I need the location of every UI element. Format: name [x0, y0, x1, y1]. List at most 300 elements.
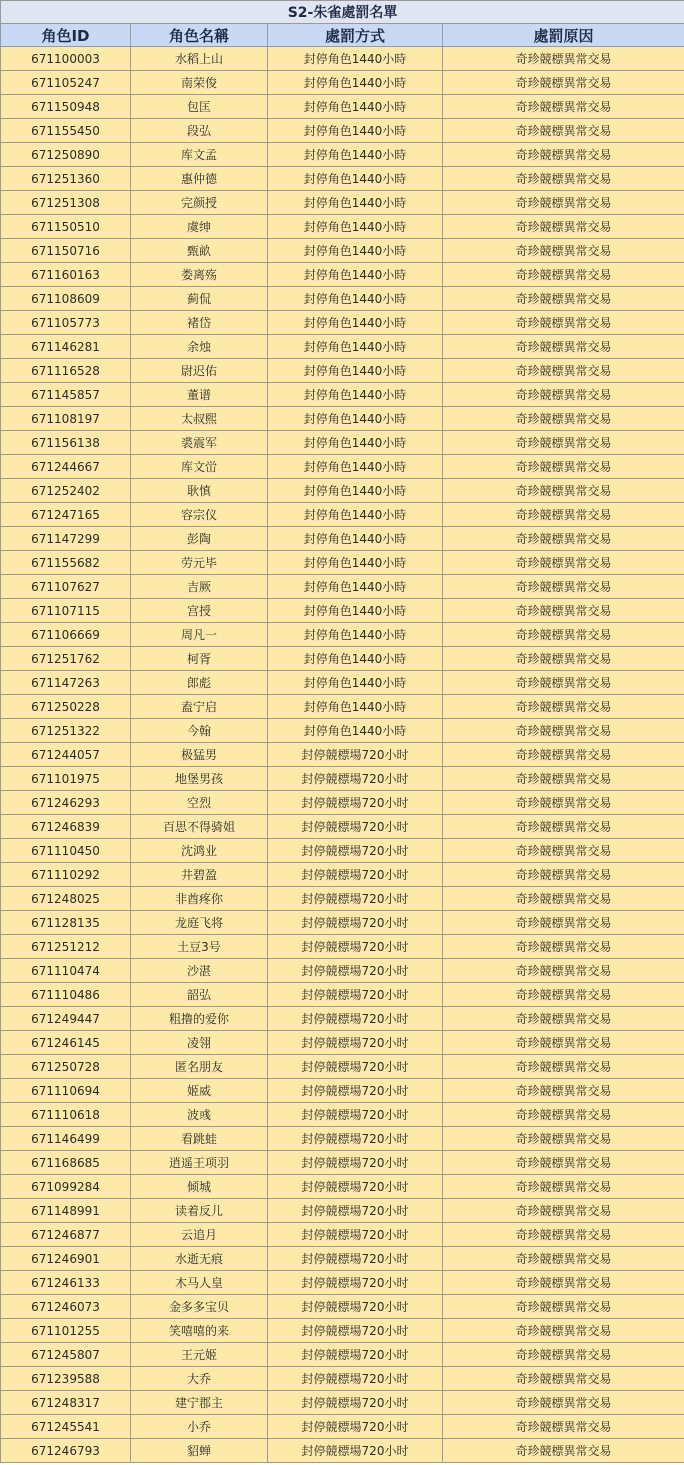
role-id-cell: 671128135 [1, 911, 131, 935]
table-row [1, 263, 684, 287]
role-id-cell: 671246073 [1, 1295, 131, 1319]
role-id-cell: 671251212 [1, 935, 131, 959]
role-name-cell: 完颜授 [131, 191, 268, 215]
penalty-method-cell: 封停競標場720小时 [268, 1127, 443, 1151]
penalty-reason-cell: 奇珍競標異常交易 [443, 815, 684, 839]
penalty-method-cell: 封停競標場720小时 [268, 1295, 443, 1319]
penalty-reason-cell: 奇珍競標異常交易 [443, 791, 684, 815]
table-row [1, 383, 684, 407]
penalty-method-cell: 封停競標場720小时 [268, 911, 443, 935]
role-name-cell: 大乔 [131, 1367, 268, 1391]
column-header-role-id: 角色ID [1, 24, 131, 47]
role-id-cell: 671150510 [1, 215, 131, 239]
role-id-cell: 671250890 [1, 143, 131, 167]
role-name-cell: 虞绅 [131, 215, 268, 239]
role-name-cell: 今翰 [131, 719, 268, 743]
role-id-cell: 671101975 [1, 767, 131, 791]
penalty-method-cell: 封停競標場720小时 [268, 815, 443, 839]
penalty-method-cell: 封停角色1440小時 [268, 527, 443, 551]
penalty-reason-cell: 奇珍競標異常交易 [443, 1343, 684, 1367]
table-row [1, 311, 684, 335]
role-id-cell: 671246901 [1, 1247, 131, 1271]
role-name-cell: 库文孟 [131, 143, 268, 167]
role-name-cell: 裘震军 [131, 431, 268, 455]
penalty-reason-cell: 奇珍競標異常交易 [443, 215, 684, 239]
role-id-cell: 671145857 [1, 383, 131, 407]
penalty-reason-cell: 奇珍競標異常交易 [443, 503, 684, 527]
role-name-cell: 盍宁启 [131, 695, 268, 719]
penalty-reason-cell: 奇珍競標異常交易 [443, 143, 684, 167]
table-row [1, 143, 684, 167]
penalty-method-cell: 封停角色1440小時 [268, 431, 443, 455]
penalty-reason-cell: 奇珍競標異常交易 [443, 1007, 684, 1031]
penalty-reason-cell: 奇珍競標異常交易 [443, 1199, 684, 1223]
role-name-cell: 董谱 [131, 383, 268, 407]
penalty-reason-cell: 奇珍競標異常交易 [443, 1055, 684, 1079]
column-header-role-name: 角色名稱 [131, 24, 268, 47]
penalty-reason-cell: 奇珍競標異常交易 [443, 959, 684, 983]
penalty-method-cell: 封停競標場720小时 [268, 743, 443, 767]
role-name-cell: 井碧盈 [131, 863, 268, 887]
penalty-method-cell: 封停競標場720小时 [268, 959, 443, 983]
role-name-cell: 地堡男孩 [131, 767, 268, 791]
table-row [1, 287, 684, 311]
table-row [1, 71, 684, 95]
role-name-cell: 娄离殇 [131, 263, 268, 287]
role-id-cell: 671247165 [1, 503, 131, 527]
penalty-method-cell: 封停角色1440小時 [268, 599, 443, 623]
table-row [1, 1247, 684, 1271]
role-id-cell: 671110694 [1, 1079, 131, 1103]
penalty-reason-cell: 奇珍競標異常交易 [443, 1415, 684, 1439]
table-row [1, 671, 684, 695]
penalty-method-cell: 封停角色1440小時 [268, 647, 443, 671]
role-id-cell: 671108197 [1, 407, 131, 431]
table-row [1, 215, 684, 239]
table-row [1, 1175, 684, 1199]
penalty-method-cell: 封停角色1440小時 [268, 623, 443, 647]
role-name-cell: 读着反儿 [131, 1199, 268, 1223]
penalty-method-cell: 封停角色1440小時 [268, 335, 443, 359]
penalty-method-cell: 封停競標場720小时 [268, 1439, 443, 1463]
penalty-reason-cell: 奇珍競標異常交易 [443, 1223, 684, 1247]
table-row [1, 1271, 684, 1295]
penalty-method-cell: 封停角色1440小時 [268, 71, 443, 95]
table-row [1, 887, 684, 911]
role-name-cell: 库文峃 [131, 455, 268, 479]
penalty-method-cell: 封停競標場720小时 [268, 1223, 443, 1247]
role-name-cell: 看跳蛙 [131, 1127, 268, 1151]
table-row [1, 1415, 684, 1439]
role-name-cell: 沈鸿业 [131, 839, 268, 863]
penalty-method-cell: 封停競標場720小时 [268, 1055, 443, 1079]
role-name-cell: 极猛男 [131, 743, 268, 767]
penalty-reason-cell: 奇珍競標異常交易 [443, 455, 684, 479]
penalty-reason-cell: 奇珍競標異常交易 [443, 527, 684, 551]
role-id-cell: 671251762 [1, 647, 131, 671]
table-row [1, 503, 684, 527]
role-id-cell: 671148991 [1, 1199, 131, 1223]
table-row [1, 575, 684, 599]
role-id-cell: 671244667 [1, 455, 131, 479]
table-row [1, 599, 684, 623]
table-row [1, 1103, 684, 1127]
role-name-cell: 惠仲德 [131, 167, 268, 191]
role-id-cell: 671251360 [1, 167, 131, 191]
role-id-cell: 671155450 [1, 119, 131, 143]
role-name-cell: 吉厥 [131, 575, 268, 599]
table-row [1, 1031, 684, 1055]
penalty-reason-cell: 奇珍競標異常交易 [443, 743, 684, 767]
table-row [1, 527, 684, 551]
table-row [1, 1223, 684, 1247]
penalty-reason-cell: 奇珍競標異常交易 [443, 47, 684, 71]
role-id-cell: 671146499 [1, 1127, 131, 1151]
penalty-method-cell: 封停競標場720小时 [268, 1199, 443, 1223]
penalty-method-cell: 封停競標場720小时 [268, 1103, 443, 1127]
role-id-cell: 671246839 [1, 815, 131, 839]
role-id-cell: 671101255 [1, 1319, 131, 1343]
penalty-reason-cell: 奇珍競標異常交易 [443, 383, 684, 407]
role-name-cell: 柯胥 [131, 647, 268, 671]
table-row [1, 647, 684, 671]
role-id-cell: 671110474 [1, 959, 131, 983]
role-name-cell: 太叔熙 [131, 407, 268, 431]
penalty-reason-cell: 奇珍競標異常交易 [443, 839, 684, 863]
penalty-method-cell: 封停角色1440小時 [268, 359, 443, 383]
column-header-penalty-method: 處罰方式 [268, 24, 443, 47]
penalty-method-cell: 封停競標場720小时 [268, 863, 443, 887]
penalty-reason-cell: 奇珍競標異常交易 [443, 1391, 684, 1415]
role-id-cell: 671107627 [1, 575, 131, 599]
penalty-reason-cell: 奇珍競標異常交易 [443, 95, 684, 119]
role-name-cell: 郎彪 [131, 671, 268, 695]
role-id-cell: 671246293 [1, 791, 131, 815]
penalty-reason-cell: 奇珍競標異常交易 [443, 911, 684, 935]
role-name-cell: 甄畝 [131, 239, 268, 263]
penalty-reason-cell: 奇珍競標異常交易 [443, 1103, 684, 1127]
penalty-reason-cell: 奇珍競標異常交易 [443, 599, 684, 623]
role-id-cell: 671100003 [1, 47, 131, 71]
penalty-reason-cell: 奇珍競標異常交易 [443, 1127, 684, 1151]
penalty-reason-cell: 奇珍競標異常交易 [443, 407, 684, 431]
penalty-method-cell: 封停角色1440小時 [268, 671, 443, 695]
penalty-method-cell: 封停競標場720小时 [268, 1319, 443, 1343]
role-id-cell: 671245807 [1, 1343, 131, 1367]
table-body [1, 47, 684, 1463]
table-row [1, 359, 684, 383]
role-name-cell: 劳元毕 [131, 551, 268, 575]
penalty-reason-cell: 奇珍競標異常交易 [443, 623, 684, 647]
penalty-method-cell: 封停競標場720小时 [268, 1271, 443, 1295]
role-id-cell: 671107115 [1, 599, 131, 623]
role-name-cell: 粗撸的爱你 [131, 1007, 268, 1031]
table-row [1, 863, 684, 887]
penalty-method-cell: 封停角色1440小時 [268, 167, 443, 191]
penalty-reason-cell: 奇珍競標異常交易 [443, 1295, 684, 1319]
penalty-reason-cell: 奇珍競標異常交易 [443, 359, 684, 383]
role-name-cell: 笑嘻嘻的来 [131, 1319, 268, 1343]
column-header-penalty-reason: 處罰原因 [443, 24, 684, 47]
role-name-cell: 宫授 [131, 599, 268, 623]
penalty-reason-cell: 奇珍競標異常交易 [443, 1247, 684, 1271]
penalty-method-cell: 封停競標場720小时 [268, 839, 443, 863]
penalty-method-cell: 封停角色1440小時 [268, 455, 443, 479]
penalty-reason-cell: 奇珍競標異常交易 [443, 767, 684, 791]
role-id-cell: 671155682 [1, 551, 131, 575]
table-row [1, 719, 684, 743]
role-name-cell: 蓟侃 [131, 287, 268, 311]
penalty-method-cell: 封停角色1440小時 [268, 407, 443, 431]
role-name-cell: 段弘 [131, 119, 268, 143]
table-row [1, 983, 684, 1007]
penalty-reason-cell: 奇珍競標異常交易 [443, 1367, 684, 1391]
penalty-method-cell: 封停競標場720小时 [268, 1391, 443, 1415]
role-name-cell: 褚岱 [131, 311, 268, 335]
table-row [1, 1007, 684, 1031]
penalty-reason-cell: 奇珍競標異常交易 [443, 191, 684, 215]
penalty-reason-cell: 奇珍競標異常交易 [443, 479, 684, 503]
penalty-method-cell: 封停角色1440小時 [268, 551, 443, 575]
penalty-method-cell: 封停角色1440小時 [268, 287, 443, 311]
role-id-cell: 671245541 [1, 1415, 131, 1439]
table-row [1, 743, 684, 767]
table-row [1, 239, 684, 263]
role-name-cell: 沙湛 [131, 959, 268, 983]
penalty-method-cell: 封停角色1440小時 [268, 143, 443, 167]
role-name-cell: 土豆3号 [131, 935, 268, 959]
penalty-method-cell: 封停競標場720小时 [268, 887, 443, 911]
table-title: S2-朱雀處罰名單 [1, 1, 684, 24]
role-name-cell: 建宁郡主 [131, 1391, 268, 1415]
role-id-cell: 671150716 [1, 239, 131, 263]
penalty-method-cell: 封停角色1440小時 [268, 239, 443, 263]
role-id-cell: 671252402 [1, 479, 131, 503]
penalty-reason-cell: 奇珍競標異常交易 [443, 287, 684, 311]
role-id-cell: 671110618 [1, 1103, 131, 1127]
table-row [1, 839, 684, 863]
role-name-cell: 南荣俊 [131, 71, 268, 95]
table-row [1, 1199, 684, 1223]
table-row [1, 767, 684, 791]
role-id-cell: 671105247 [1, 71, 131, 95]
role-name-cell: 彭陶 [131, 527, 268, 551]
table-row [1, 911, 684, 935]
penalty-method-cell: 封停角色1440小時 [268, 503, 443, 527]
table-row [1, 815, 684, 839]
penalty-reason-cell: 奇珍競標異常交易 [443, 887, 684, 911]
role-name-cell: 包匡 [131, 95, 268, 119]
role-id-cell: 671116528 [1, 359, 131, 383]
penalty-method-cell: 封停角色1440小時 [268, 311, 443, 335]
penalty-reason-cell: 奇珍競標異常交易 [443, 1319, 684, 1343]
penalty-method-cell: 封停角色1440小時 [268, 575, 443, 599]
penalty-reason-cell: 奇珍競標異常交易 [443, 263, 684, 287]
table-row [1, 935, 684, 959]
table-row [1, 1391, 684, 1415]
role-id-cell: 671147299 [1, 527, 131, 551]
table-row [1, 623, 684, 647]
role-name-cell: 木马人皇 [131, 1271, 268, 1295]
penalty-reason-cell: 奇珍競標異常交易 [443, 719, 684, 743]
table-row [1, 1151, 684, 1175]
table-row [1, 1055, 684, 1079]
penalty-reason-cell: 奇珍競標異常交易 [443, 1079, 684, 1103]
role-id-cell: 671150948 [1, 95, 131, 119]
table-row [1, 695, 684, 719]
penalty-method-cell: 封停競標場720小时 [268, 791, 443, 815]
penalty-reason-cell: 奇珍競標異常交易 [443, 1151, 684, 1175]
table-row [1, 431, 684, 455]
penalty-method-cell: 封停角色1440小時 [268, 479, 443, 503]
penalty-reason-cell: 奇珍競標異常交易 [443, 119, 684, 143]
penalty-reason-cell: 奇珍競標異常交易 [443, 935, 684, 959]
role-id-cell: 671106669 [1, 623, 131, 647]
penalty-method-cell: 封停角色1440小時 [268, 95, 443, 119]
penalty-reason-cell: 奇珍競標異常交易 [443, 1031, 684, 1055]
role-id-cell: 671246793 [1, 1439, 131, 1463]
role-name-cell: 耿慎 [131, 479, 268, 503]
penalty-reason-cell: 奇珍競標異常交易 [443, 1439, 684, 1463]
penalty-method-cell: 封停競標場720小时 [268, 983, 443, 1007]
role-id-cell: 671110486 [1, 983, 131, 1007]
penalty-reason-cell: 奇珍競標異常交易 [443, 983, 684, 1007]
penalty-reason-cell: 奇珍競標異常交易 [443, 551, 684, 575]
role-id-cell: 671250728 [1, 1055, 131, 1079]
role-id-cell: 671147263 [1, 671, 131, 695]
table-row [1, 119, 684, 143]
penalty-method-cell: 封停角色1440小時 [268, 47, 443, 71]
table-row [1, 191, 684, 215]
table-row [1, 791, 684, 815]
table-row [1, 1079, 684, 1103]
table-row [1, 1439, 684, 1463]
role-name-cell: 金多多宝贝 [131, 1295, 268, 1319]
role-id-cell: 671239588 [1, 1367, 131, 1391]
penalty-method-cell: 封停角色1440小時 [268, 119, 443, 143]
role-id-cell: 671105773 [1, 311, 131, 335]
role-id-cell: 671246145 [1, 1031, 131, 1055]
role-id-cell: 671249447 [1, 1007, 131, 1031]
penalty-method-cell: 封停競標場720小时 [268, 1247, 443, 1271]
penalty-method-cell: 封停競標場720小时 [268, 1079, 443, 1103]
table-row [1, 455, 684, 479]
role-id-cell: 671251322 [1, 719, 131, 743]
penalty-method-cell: 封停角色1440小時 [268, 383, 443, 407]
role-name-cell: 韶弘 [131, 983, 268, 1007]
table-row [1, 95, 684, 119]
penalty-method-cell: 封停角色1440小時 [268, 263, 443, 287]
penalty-method-cell: 封停角色1440小時 [268, 695, 443, 719]
table-row [1, 407, 684, 431]
role-name-cell: 凌翎 [131, 1031, 268, 1055]
role-name-cell: 百思不得骑姐 [131, 815, 268, 839]
role-id-cell: 671250228 [1, 695, 131, 719]
penalty-reason-cell: 奇珍競標異常交易 [443, 167, 684, 191]
role-name-cell: 空烈 [131, 791, 268, 815]
penalty-method-cell: 封停競標場720小时 [268, 1031, 443, 1055]
penalty-method-cell: 封停競標場720小时 [268, 767, 443, 791]
table-row [1, 335, 684, 359]
penalty-reason-cell: 奇珍競標異常交易 [443, 863, 684, 887]
role-name-cell: 周凡一 [131, 623, 268, 647]
role-id-cell: 671110450 [1, 839, 131, 863]
role-name-cell: 逍遥王项羽 [131, 1151, 268, 1175]
table-row [1, 1367, 684, 1391]
penalty-method-cell: 封停競標場720小时 [268, 1151, 443, 1175]
table-row [1, 47, 684, 71]
role-name-cell: 倾城 [131, 1175, 268, 1199]
role-id-cell: 671248317 [1, 1391, 131, 1415]
role-id-cell: 671146281 [1, 335, 131, 359]
role-name-cell: 水逝无痕 [131, 1247, 268, 1271]
penalty-method-cell: 封停競標場720小时 [268, 1367, 443, 1391]
penalty-reason-cell: 奇珍競標異常交易 [443, 647, 684, 671]
table-row [1, 551, 684, 575]
table-row [1, 1127, 684, 1151]
penalty-reason-cell: 奇珍競標異常交易 [443, 335, 684, 359]
penalty-reason-cell: 奇珍競標異常交易 [443, 239, 684, 263]
role-name-cell: 波彧 [131, 1103, 268, 1127]
penalty-reason-cell: 奇珍競標異常交易 [443, 431, 684, 455]
role-name-cell: 水稻上山 [131, 47, 268, 71]
role-id-cell: 671168685 [1, 1151, 131, 1175]
role-id-cell: 671110292 [1, 863, 131, 887]
header-row [1, 24, 684, 47]
role-id-cell: 671160163 [1, 263, 131, 287]
table-row [1, 1343, 684, 1367]
role-id-cell: 671156138 [1, 431, 131, 455]
penalty-reason-cell: 奇珍競標異常交易 [443, 575, 684, 599]
penalty-method-cell: 封停角色1440小時 [268, 215, 443, 239]
table-row [1, 479, 684, 503]
penalty-method-cell: 封停角色1440小時 [268, 719, 443, 743]
role-name-cell: 尉迟佑 [131, 359, 268, 383]
penalty-method-cell: 封停競標場720小时 [268, 1343, 443, 1367]
role-id-cell: 671248025 [1, 887, 131, 911]
table-row [1, 167, 684, 191]
table-row [1, 1295, 684, 1319]
penalty-method-cell: 封停競標場720小时 [268, 1175, 443, 1199]
penalty-method-cell: 封停競標場720小时 [268, 1415, 443, 1439]
role-name-cell: 小乔 [131, 1415, 268, 1439]
penalty-reason-cell: 奇珍競標異常交易 [443, 671, 684, 695]
role-id-cell: 671099284 [1, 1175, 131, 1199]
role-id-cell: 671246133 [1, 1271, 131, 1295]
role-name-cell: 王元姬 [131, 1343, 268, 1367]
role-name-cell: 匿名朋友 [131, 1055, 268, 1079]
role-id-cell: 671244057 [1, 743, 131, 767]
role-name-cell: 姬威 [131, 1079, 268, 1103]
role-name-cell: 云追月 [131, 1223, 268, 1247]
penalty-method-cell: 封停競標場720小时 [268, 935, 443, 959]
penalty-reason-cell: 奇珍競標異常交易 [443, 71, 684, 95]
table-row [1, 959, 684, 983]
penalty-reason-cell: 奇珍競標異常交易 [443, 1175, 684, 1199]
penalty-reason-cell: 奇珍競標異常交易 [443, 695, 684, 719]
penalty-reason-cell: 奇珍競標異常交易 [443, 1271, 684, 1295]
penalty-method-cell: 封停競標場720小时 [268, 1007, 443, 1031]
penalty-reason-cell: 奇珍競標異常交易 [443, 311, 684, 335]
role-name-cell: 龙庭飞将 [131, 911, 268, 935]
role-id-cell: 671251308 [1, 191, 131, 215]
table-row [1, 1319, 684, 1343]
role-name-cell: 余烛 [131, 335, 268, 359]
role-id-cell: 671108609 [1, 287, 131, 311]
role-name-cell: 非酋疼你 [131, 887, 268, 911]
role-name-cell: 貂蝉 [131, 1439, 268, 1463]
role-name-cell: 容宗仪 [131, 503, 268, 527]
